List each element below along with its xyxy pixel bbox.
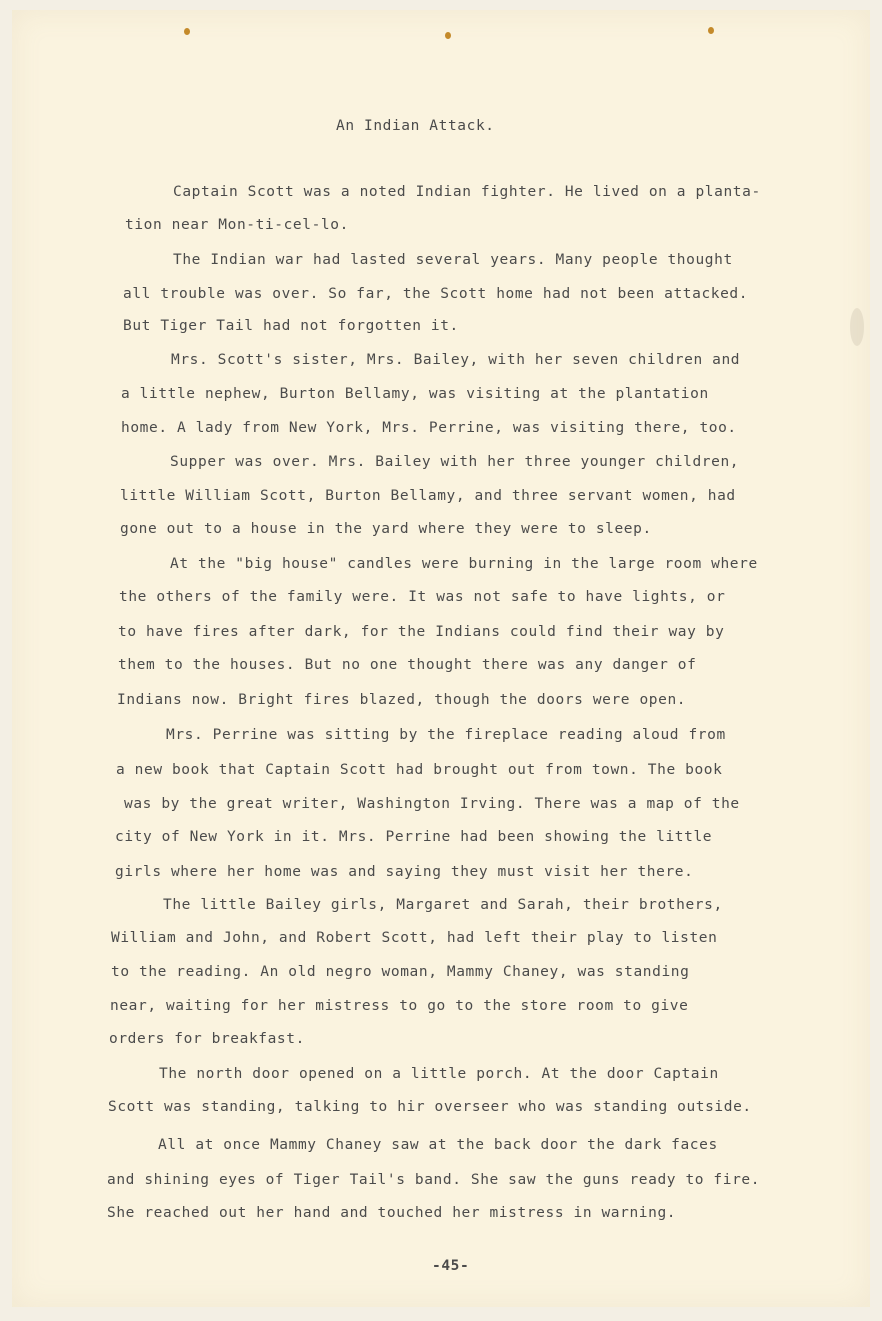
- text-line: Scott was standing, talking to hir overseer who was standing outside.: [108, 1099, 752, 1115]
- text-line: William and John, and Robert Scott, had left their play to listen: [111, 930, 718, 946]
- text-line: The Indian war had lasted several years. Many people thought: [173, 252, 733, 268]
- text-line: home. A lady from New York, Mrs. Perrine, was visiting there, too.: [121, 420, 737, 436]
- text-line: the others of the family were. It was not safe to have lights, or: [119, 589, 726, 605]
- text-line: Captain Scott was a noted Indian fighter. He lived on a planta-: [173, 184, 761, 200]
- page-number: -45-: [432, 1258, 470, 1274]
- text-line: tion near Mon-ti-cel-lo.: [125, 217, 349, 233]
- text-line: But Tiger Tail had not forgotten it.: [123, 318, 459, 334]
- text-line: gone out to a house in the yard where they were to sleep.: [120, 521, 652, 537]
- text-line: and shining eyes of Tiger Tail's band. She saw the guns ready to fire.: [107, 1172, 761, 1188]
- text-line: them to the houses. But no one thought there was any danger of: [118, 657, 697, 673]
- text-line: a new book that Captain Scott had brought out from town. The book: [116, 762, 723, 778]
- text-line: to have fires after dark, for the Indians could find their way by: [118, 624, 725, 640]
- text-line: Mrs. Perrine was sitting by the fireplace reading aloud from: [166, 727, 726, 743]
- text-line: The little Bailey girls, Margaret and Sarah, their brothers,: [163, 897, 723, 913]
- text-line: city of New York in it. Mrs. Perrine had been showing the little: [115, 829, 713, 845]
- text-line: was by the great writer, Washington Irving. There was a map of the: [124, 796, 740, 812]
- text-line: near, waiting for her mistress to go to the store room to give: [110, 998, 689, 1014]
- text-line: orders for breakfast.: [109, 1031, 305, 1047]
- text-line: The north door opened on a little porch. At the door Captain: [159, 1066, 719, 1082]
- text-line: Supper was over. Mrs. Bailey with her three younger children,: [170, 454, 740, 470]
- text-line: She reached out her hand and touched her mistress in warning.: [107, 1205, 677, 1221]
- text-line: Mrs. Scott's sister, Mrs. Bailey, with her seven children and: [171, 352, 741, 368]
- text-line: little William Scott, Burton Bellamy, and three servant women, had: [120, 488, 736, 504]
- text-line: All at once Mammy Chaney saw at the back door the dark faces: [158, 1137, 718, 1153]
- text-line: all trouble was over. So far, the Scott home had not been attacked.: [123, 286, 749, 302]
- text-line: to the reading. An old negro woman, Mammy Chaney, was standing: [111, 964, 690, 980]
- document-title: An Indian Attack.: [336, 118, 495, 134]
- text-line: At the "big house" candles were burning in the large room where: [170, 556, 758, 572]
- text-line: Indians now. Bright fires blazed, though the doors were open.: [117, 692, 687, 708]
- text-line: girls where her home was and saying they must visit her there.: [115, 864, 694, 880]
- text-line: a little nephew, Burton Bellamy, was visiting at the plantation: [121, 386, 709, 402]
